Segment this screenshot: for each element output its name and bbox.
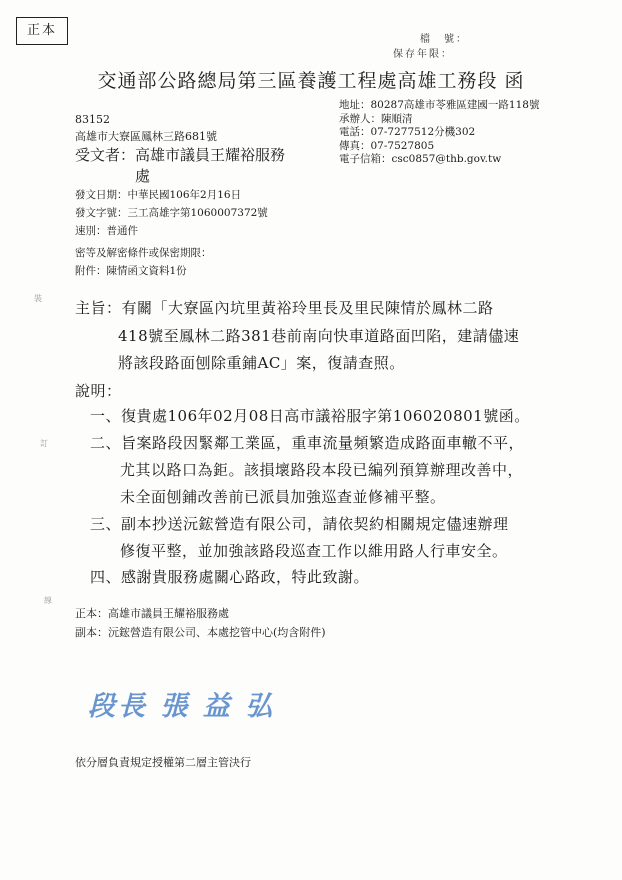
binding-margin-mark: 線 <box>44 596 52 605</box>
subject-line: 將該段路面刨除重鋪AC」案，復請查照。 <box>118 354 405 372</box>
recipient-name: 高雄市議員王耀裕服務 <box>135 146 286 164</box>
contact-handler: 承辦人：陳順清 <box>339 112 413 125</box>
file-number-label: 檔 號： <box>420 34 468 45</box>
subject-line: 418號至鳳林二路381巷前南向快車道路面凹陷，建請儘速 <box>118 327 520 345</box>
binding-margin-mark: 訂 <box>40 439 48 448</box>
subject-line: 主旨：有關「大寮區內坑里黃裕玲里長及里民陳情於鳳林二路 <box>75 299 494 317</box>
document-title: 交通部公路總局第三區養護工程處高雄工務段 函 <box>97 70 525 92</box>
explanation-item: 四、感謝貴服務處關心路政，特此致謝。 <box>90 568 370 586</box>
original-copy-stamp: 正本 <box>16 17 68 45</box>
explanation-item-continued: 未全面刨鋪改善前已派員加強巡查並修補平整。 <box>120 488 446 506</box>
binding-margin-mark: 裝 <box>34 294 42 303</box>
sender-address: 高雄市大寮區鳳林三路681號 <box>75 130 217 143</box>
explanation-heading: 說明： <box>75 382 122 400</box>
explanation-item-continued: 尤其以路口為鉅。該損壞路段本段已編列預算辦理改善中， <box>120 461 524 479</box>
contact-block <box>339 99 539 167</box>
recipient-label: 受文者： <box>75 146 136 164</box>
explanation-item: 三、副本抄送沅鋐營造有限公司，請依契約相關規定儘速辦理 <box>90 515 509 533</box>
document-number: 發文字號：三工高雄字第1060007372號 <box>75 207 268 219</box>
svg-text:段長 張 益 弘: 段長 張 益 弘 <box>88 691 276 722</box>
retention-period-label: 保存年限： <box>393 49 453 60</box>
sender-postal-code: 83152 <box>75 113 110 126</box>
explanation-item: 二、旨案路段因緊鄰工業區，重車流量頻繁造成路面車轍不平， <box>90 434 525 452</box>
original-recipient: 正本：高雄市議員王耀裕服務處 <box>75 607 229 620</box>
contact-address: 地址：80287高雄市苓雅區建國一路118號 <box>339 99 540 111</box>
section-chief-seal <box>88 682 338 726</box>
issue-date: 發文日期：中華民國106年2月16日 <box>75 189 242 201</box>
recipient-block <box>75 145 285 187</box>
recipient-name-continued: 處 <box>135 167 151 185</box>
contact-fax: 傳真：07-7527805 <box>339 139 435 152</box>
contact-email: 電子信箱：csc0857@thb.gov.tw <box>339 153 502 165</box>
delivery-speed: 速別：普通件 <box>75 225 138 237</box>
attachment-note: 附件：陳情函文資料1份 <box>75 265 187 277</box>
contact-phone: 電話：07-7277512分機302 <box>339 126 476 138</box>
explanation-item-continued: 修復平整，並加強該路段巡查工作以維用路人行車安全。 <box>120 542 508 560</box>
security-classification: 密等及解密條件或保密期限： <box>75 247 212 259</box>
delegation-footer: 依分層負責規定授權第二層主管決行 <box>75 756 251 769</box>
explanation-item: 一、復貴處106年02月08日高市議裕服字第106020801號函。 <box>90 407 530 425</box>
copy-recipients: 副本：沅鋐營造有限公司、本處挖管中心(均含附件) <box>75 626 326 639</box>
